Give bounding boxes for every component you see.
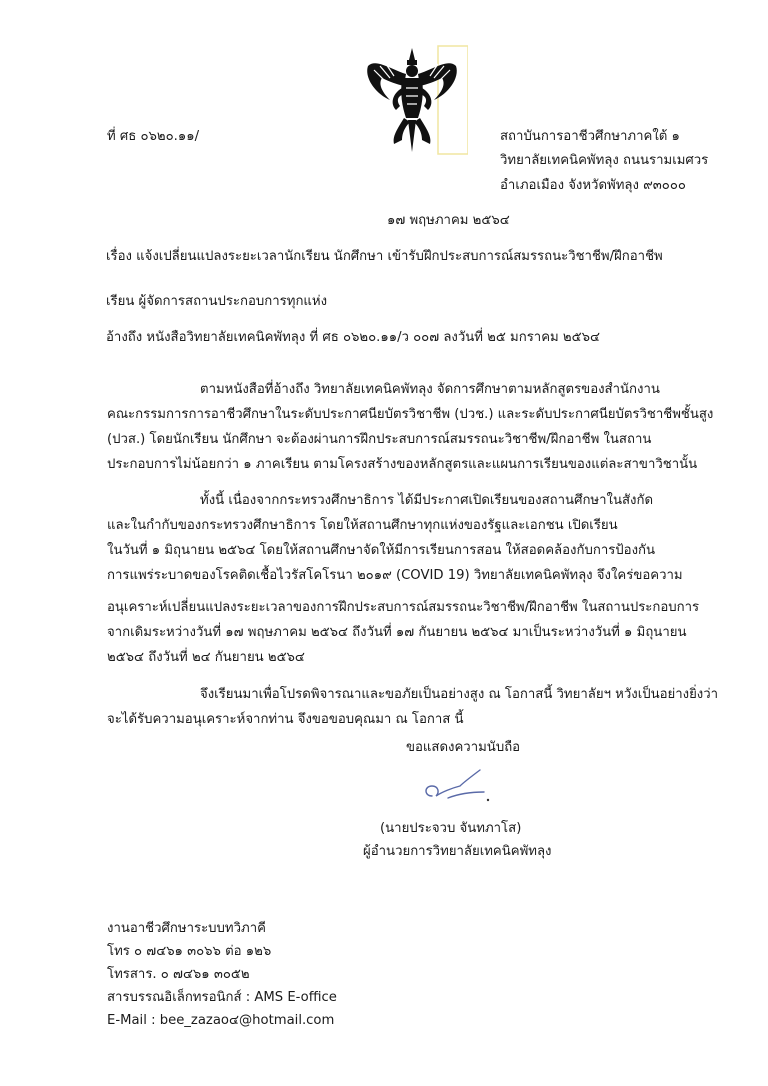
- paragraph-line: การแพร่ระบาดของโรคติดเชื้อไวรัสโคโรนา ๒๐๑๙ (COVID 19) วิทยาลัยเทคนิคพัทลุง จึงใคร่ขอความ: [107, 568, 683, 583]
- paragraph-line: ทั้งนี้ เนื่องจากกระทรวงศึกษาธิการ ได้มีประกาศเปิดเรียนของสถานศึกษาในสังกัด: [200, 493, 654, 508]
- college-address: วิทยาลัยเทคนิคพัทลุง ถนนรามเมศวร: [500, 153, 709, 168]
- paragraph-line: จึงเรียนมาเพื่อโปรดพิจารณาและขอภัยเป็นอย่างสูง ณ โอกาสนี้ วิทยาลัยฯ หวังเป็นอย่างยิ่งว่า: [200, 687, 719, 702]
- closing-salutation: ขอแสดงความนับถือ: [406, 740, 521, 755]
- signature-icon: [418, 762, 498, 808]
- subject-line: เรื่อง แจ้งเปลี่ยนแปลงระยะเวลานักเรียน นักศึกษา เข้ารับฝึกประสบการณ์สมรรถนะวิชาชีพ/ฝึกอาชีพ: [106, 249, 663, 264]
- paragraph-line: (ปวส.) โดยนักเรียน นักศึกษา จะต้องผ่านการฝึกประสบการณ์สมรรถนะวิชาชีพ/ฝึกอาชีพ ในสถาน: [107, 432, 652, 447]
- garuda-emblem-icon: [362, 44, 468, 156]
- phone-number: โทร ๐ ๗๔๖๑ ๓๐๖๖ ต่อ ๑๒๖: [107, 944, 272, 959]
- district-address: อำเภอเมือง จังหวัดพัทลุง ๙๓๐๐๐: [500, 178, 686, 193]
- signer-title: ผู้อำนวยการวิทยาลัยเทคนิคพัทลุง: [363, 844, 552, 859]
- signer-name: (นายประจวบ จันทภาโส): [380, 821, 522, 836]
- reference-number: ที่ ศธ ๐๖๒๐.๑๑/: [107, 129, 200, 144]
- department-name: งานอาชีวศึกษาระบบทวิภาคี: [107, 921, 266, 936]
- email-address: E-Mail : bee_zazao๔@hotmail.com: [107, 1013, 335, 1028]
- fax-number: โทรสาร. ๐ ๗๔๖๑ ๓๐๕๒: [107, 967, 250, 982]
- salutation-to: เรียน ผู้จัดการสถานประกอบการทุกแห่ง: [106, 294, 328, 309]
- paragraph-line: จากเดิมระหว่างวันที่ ๑๗ พฤษภาคม ๒๕๖๔ ถึงวันที่ ๑๗ กันยายน ๒๕๖๔ มาเป็นระหว่างวันที่ ๑ มิถุนายน: [107, 625, 687, 640]
- paragraph-line: ในวันที่ ๑ มิถุนายน ๒๕๖๔ โดยให้สถานศึกษาจัดให้มีการเรียนการสอน ให้สอดคล้องกับการป้องกัน: [107, 543, 656, 558]
- paragraph-line: และในกำกับของกระทรวงศึกษาธิการ โดยให้สถานศึกษาทุกแห่งของรัฐและเอกชน เปิดเรียน: [107, 518, 618, 533]
- letter-date: ๑๗ พฤษภาคม ๒๕๖๔: [387, 213, 510, 228]
- paragraph-line: ประกอบการไม่น้อยกว่า ๑ ภาคเรียน ตามโครงสร้างของหลักสูตรและแผนการเรียนของแต่ละสาขาวิชานั้น: [107, 457, 698, 472]
- eoffice-system: สารบรรณอิเล็กทรอนิกส์ : AMS E-office: [107, 990, 337, 1005]
- paragraph-line: ๒๕๖๔ ถึงวันที่ ๒๔ กันยายน ๒๕๖๔: [107, 650, 305, 665]
- paragraph-line: คณะกรรมการการอาชีวศึกษาในระดับประกาศนียบัตรวิชาชีพ (ปวช.) และระดับประกาศนียบัตรวิชาชีพชั้นสูง: [107, 407, 714, 422]
- reference-line: อ้างถึง หนังสือวิทยาลัยเทคนิคพัทลุง ที่ ศธ ๐๖๒๐.๑๑/ว ๐๐๗ ลงวันที่ ๒๕ มกราคม ๒๕๖๔: [106, 330, 600, 345]
- institute-name: สถาบันการอาชีวศึกษาภาคใต้ ๑: [500, 129, 680, 144]
- paragraph-line: จะได้รับความอนุเคราะห์จากท่าน จึงขอขอบคุณมา ณ โอกาส นี้: [107, 712, 464, 727]
- paragraph-line: ตามหนังสือที่อ้างถึง วิทยาลัยเทคนิคพัทลุง จัดการศึกษาตามหลักสูตรของสำนักงาน: [200, 382, 660, 397]
- paragraph-line: อนุเคราะห์เปลี่ยนแปลงระยะเวลาของการฝึกประสบการณ์สมรรถนะวิชาชีพ/ฝึกอาชีพ ในสถานประกอบการ: [107, 600, 700, 615]
